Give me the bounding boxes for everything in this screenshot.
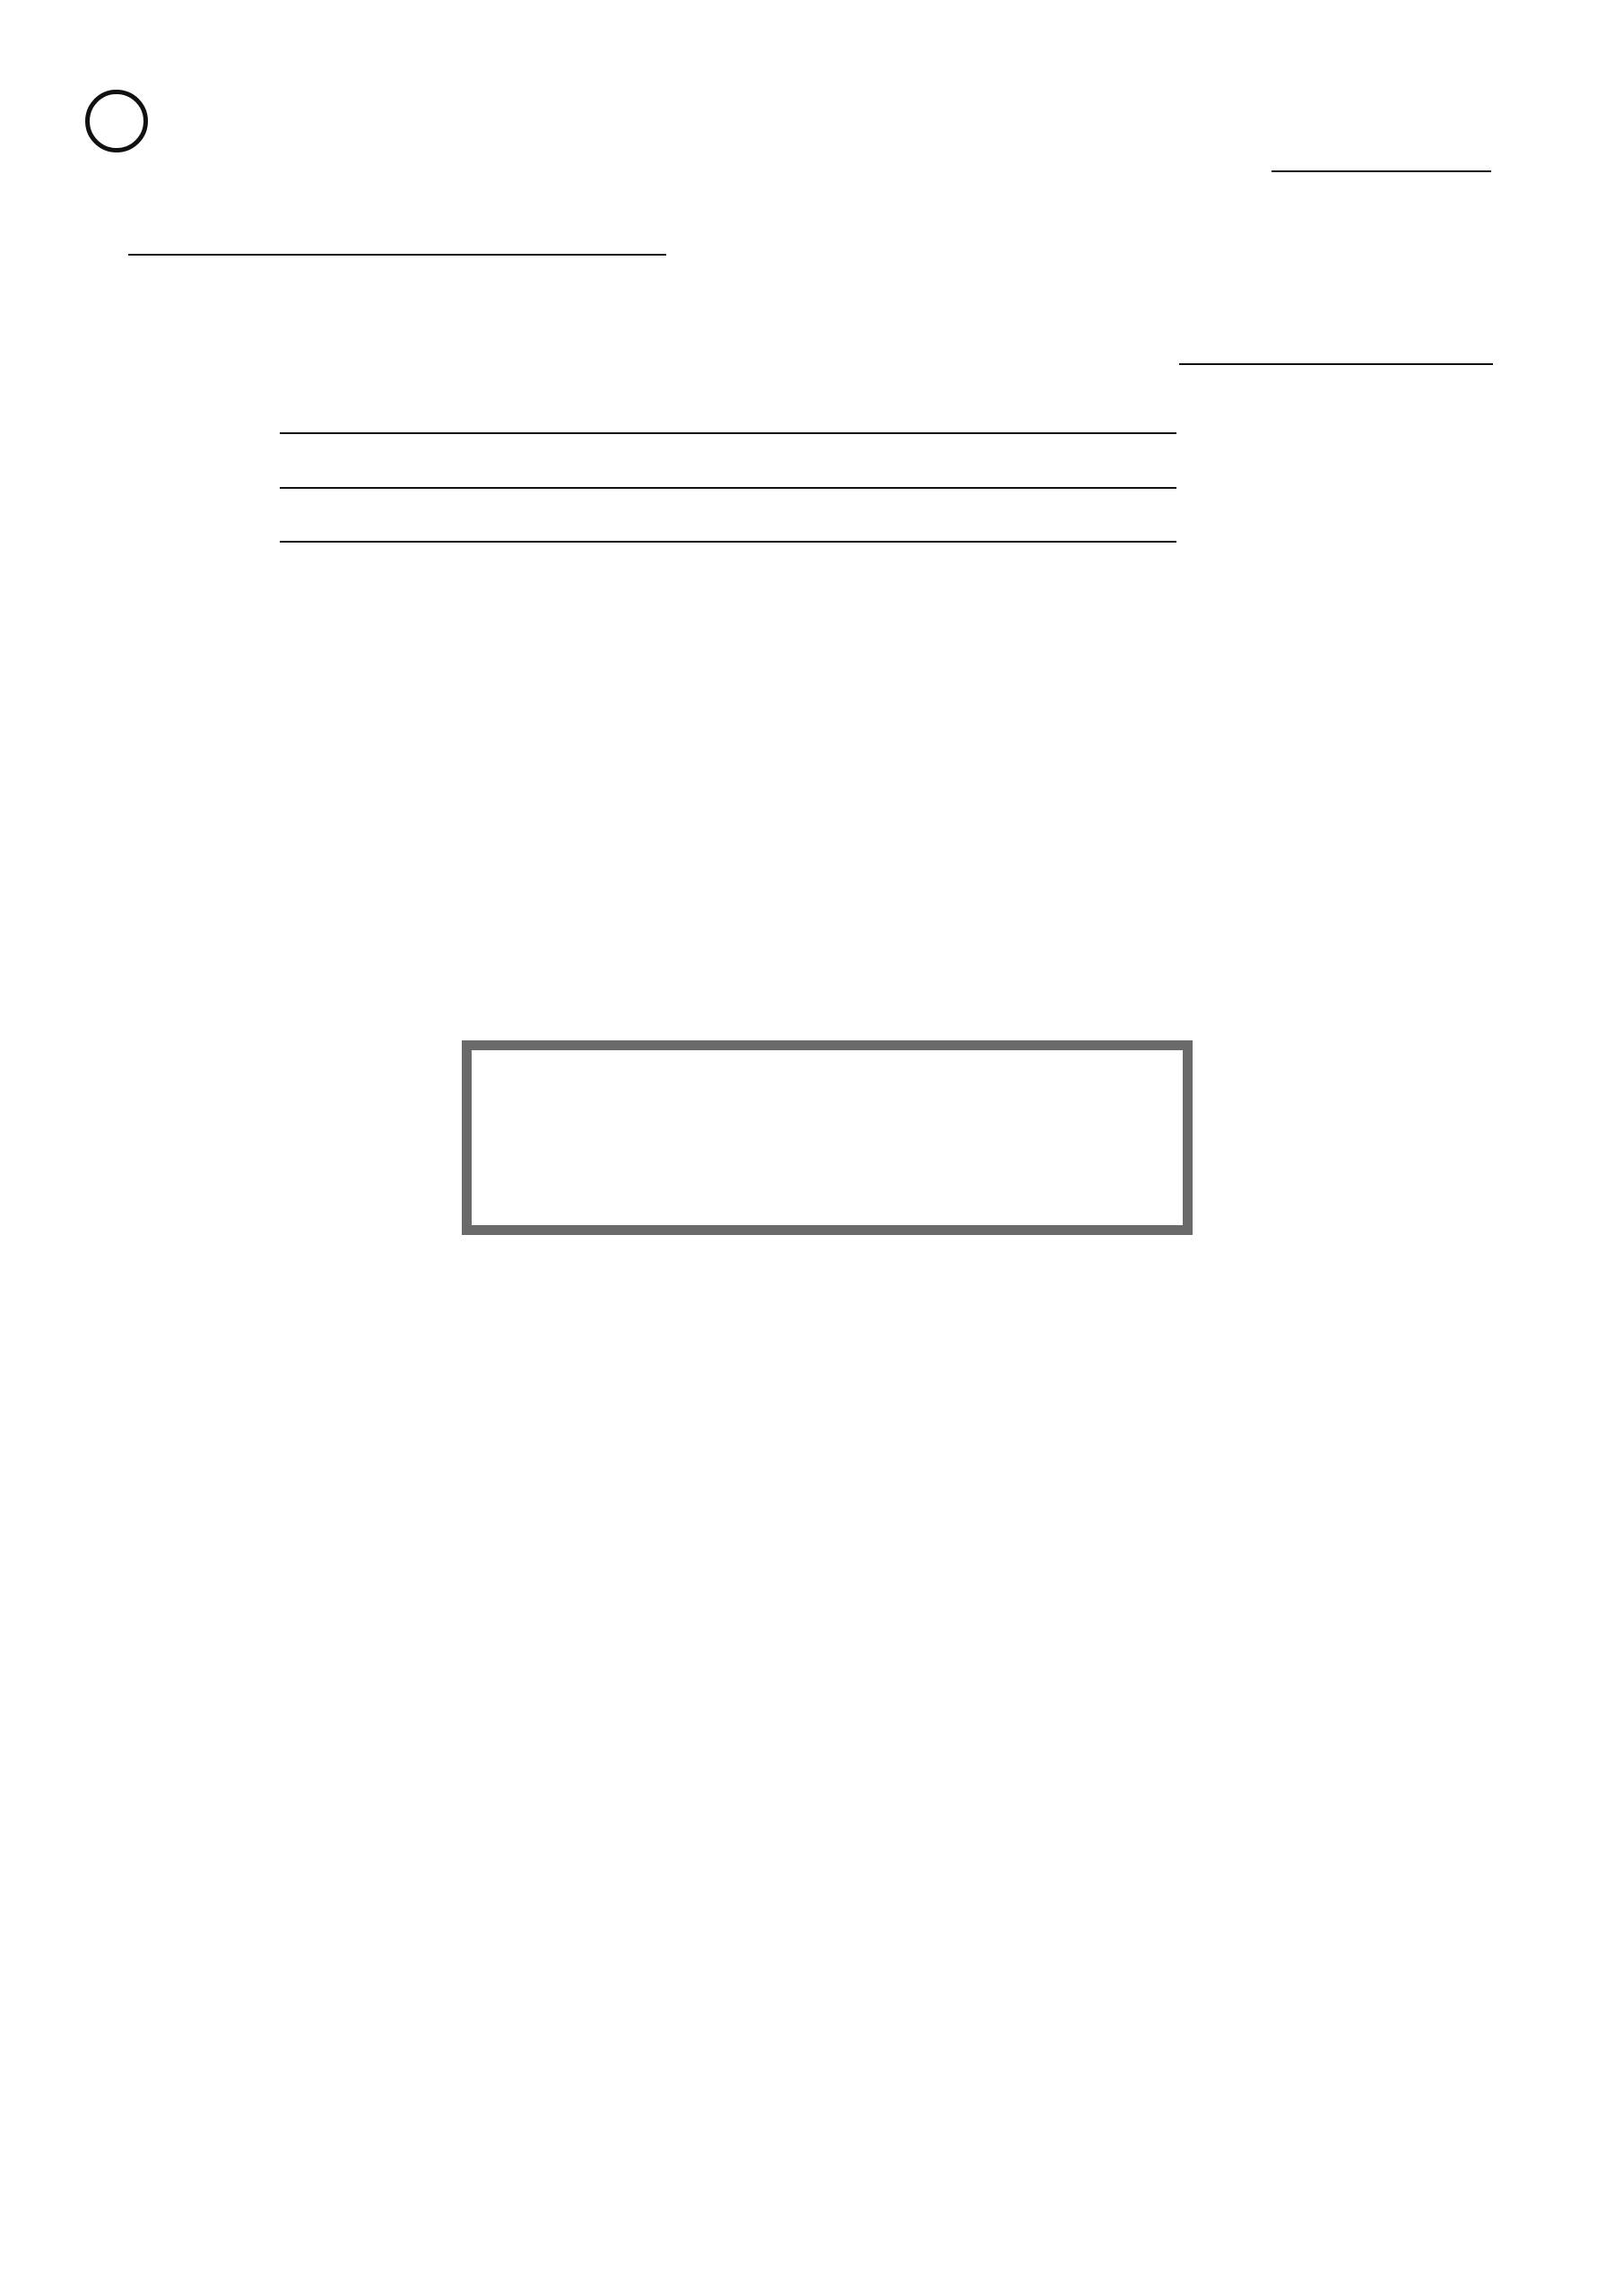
sample-watermark [462, 1040, 1193, 1235]
